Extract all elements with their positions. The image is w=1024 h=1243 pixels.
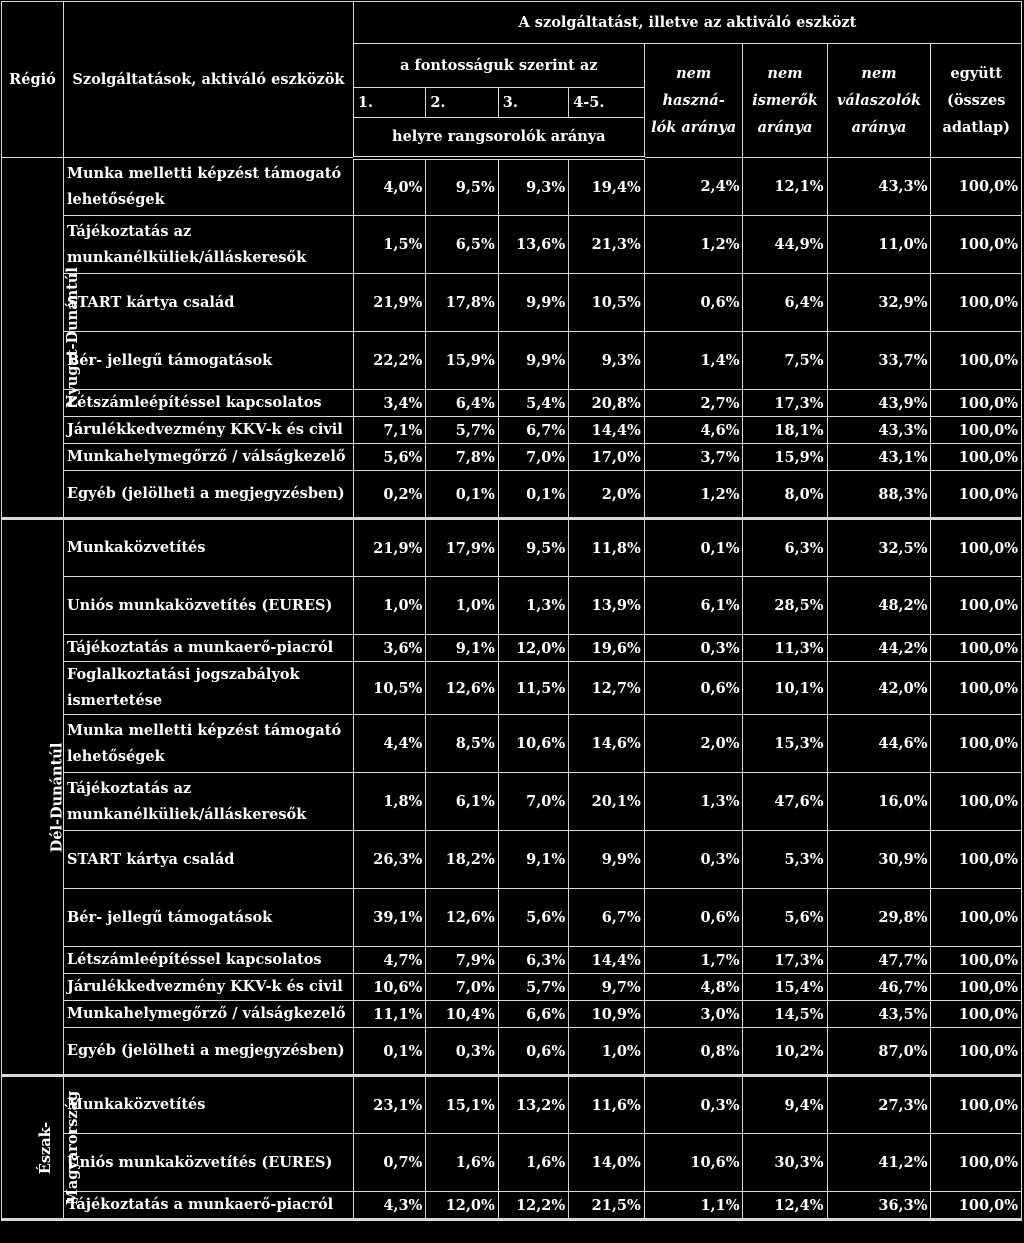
table-row <box>2 1001 1022 1028</box>
service-label <box>63 1134 353 1192</box>
header-nem-ismerok-line3: aránya <box>757 119 813 136</box>
value-cell-rank-2: 17,9% <box>426 519 498 577</box>
table-row <box>2 417 1022 444</box>
value-cell-rank-1: 5,6% <box>353 444 425 471</box>
service-label-line: Egyéb (jelölheti a megjegyzésben) <box>66 1042 345 1059</box>
header-rank-4-5: 4-5. <box>569 88 645 118</box>
value-cell-nem-valaszolok: 30,9% <box>827 831 931 889</box>
value-cell-rank-1: 10,6% <box>353 974 425 1001</box>
value-cell-nem-hasznalok: 0,3% <box>644 1076 743 1134</box>
value-cell-egyutt: 100,0% <box>931 332 1022 390</box>
region-cell <box>2 158 81 519</box>
service-label-line: Foglalkoztatási jogszabályok <box>66 666 300 683</box>
table-row <box>2 715 1022 773</box>
value-cell-nem-ismerok: 18,1% <box>743 417 827 444</box>
value-cell-nem-ismerok: 15,4% <box>743 974 827 1001</box>
service-label-line: Járulékkedvezmény KKV-k és civil <box>66 978 343 995</box>
value-cell-egyutt: 100,0% <box>931 1028 1022 1076</box>
header-nem-ismerok-line1: nem <box>767 65 803 82</box>
service-label <box>63 390 353 417</box>
value-cell-nem-ismerok: 6,4% <box>743 274 827 332</box>
value-cell-nem-ismerok: 8,0% <box>743 471 827 519</box>
value-cell-egyutt: 100,0% <box>931 417 1022 444</box>
value-cell-nem-valaszolok: 47,7% <box>827 947 931 974</box>
service-label <box>63 947 353 974</box>
value-cell-rank-2: 6,1% <box>426 773 498 831</box>
value-cell-rank-4-5: 14,6% <box>569 715 645 773</box>
value-cell-nem-hasznalok: 2,4% <box>644 158 743 216</box>
value-cell-nem-hasznalok: 4,6% <box>644 417 743 444</box>
header-helyre: helyre rangsorolók aránya <box>353 118 644 158</box>
value-cell-nem-ismerok: 12,4% <box>743 1192 827 1220</box>
value-cell-rank-4-5: 1,0% <box>569 1028 645 1076</box>
table-row <box>2 635 1022 662</box>
value-cell-nem-valaszolok: 88,3% <box>827 471 931 519</box>
value-cell-egyutt: 100,0% <box>931 216 1022 274</box>
service-label-line: Létszámleépítéssel kapcsolatos <box>66 394 322 411</box>
service-label <box>63 773 353 831</box>
service-label <box>63 216 353 274</box>
service-label-line: Munkahelymegőrző / válságkezelő <box>66 448 346 465</box>
service-label-line: Tájékoztatás az <box>66 222 192 240</box>
value-cell-nem-valaszolok: 32,5% <box>827 519 931 577</box>
value-cell-rank-4-5: 9,3% <box>569 332 645 390</box>
value-cell-egyutt: 100,0% <box>931 889 1022 947</box>
table-row <box>2 471 1022 519</box>
value-cell-rank-4-5: 2,0% <box>569 471 645 519</box>
value-cell-nem-valaszolok: 43,1% <box>827 444 931 471</box>
value-cell-nem-hasznalok: 1,3% <box>644 773 743 831</box>
value-cell-rank-1: 21,9% <box>353 274 425 332</box>
value-cell-egyutt: 100,0% <box>931 662 1022 715</box>
header-nem-ismerok <box>743 44 827 158</box>
header-egyutt-line3: adatlap) <box>942 119 1010 136</box>
value-cell-nem-hasznalok: 0,1% <box>644 519 743 577</box>
value-cell-rank-2: 9,1% <box>426 635 498 662</box>
value-cell-egyutt: 100,0% <box>931 158 1022 216</box>
header-szolgaltatasok: Szolgáltatások, aktiváló eszközök <box>63 2 353 158</box>
value-cell-rank-3: 5,6% <box>498 889 568 947</box>
value-cell-nem-hasznalok: 0,8% <box>644 1028 743 1076</box>
value-cell-egyutt: 100,0% <box>931 1001 1022 1028</box>
table-row <box>2 216 1022 274</box>
value-cell-rank-3: 6,3% <box>498 947 568 974</box>
value-cell-nem-valaszolok: 33,7% <box>827 332 931 390</box>
value-cell-rank-4-5: 17,0% <box>569 444 645 471</box>
value-cell-nem-ismerok: 10,1% <box>743 662 827 715</box>
service-label-line: Munkahelymegőrző / válságkezelő <box>66 1005 346 1022</box>
service-label-line: Tájékoztatás a munkaerő-piacról <box>66 639 334 656</box>
value-cell-nem-hasznalok: 0,3% <box>644 635 743 662</box>
service-label-line: START kártya család <box>66 850 235 868</box>
service-label-line: Uniós munkaközvetítés (EURES) <box>66 1153 333 1171</box>
value-cell-rank-4-5: 11,6% <box>569 1076 645 1134</box>
value-cell-egyutt: 100,0% <box>931 635 1022 662</box>
service-label-line: Bér- jellegű támogatások <box>66 908 273 926</box>
value-cell-rank-4-5: 9,9% <box>569 831 645 889</box>
value-cell-rank-4-5: 14,0% <box>569 1134 645 1192</box>
value-cell-nem-valaszolok: 44,6% <box>827 715 931 773</box>
service-label-line: Uniós munkaközvetítés (EURES) <box>66 596 333 614</box>
value-cell-rank-2: 5,7% <box>426 417 498 444</box>
table-row <box>2 1076 1022 1134</box>
value-cell-rank-3: 5,7% <box>498 974 568 1001</box>
service-label <box>63 662 353 715</box>
value-cell-rank-3: 0,1% <box>498 471 568 519</box>
value-cell-rank-2: 15,9% <box>426 332 498 390</box>
value-cell-rank-3: 7,0% <box>498 444 568 471</box>
value-cell-rank-1: 0,7% <box>353 1134 425 1192</box>
service-label <box>63 417 353 444</box>
value-cell-egyutt: 100,0% <box>931 773 1022 831</box>
value-cell-rank-3: 9,9% <box>498 332 568 390</box>
service-label <box>63 332 353 390</box>
value-cell-rank-4-5: 21,3% <box>569 216 645 274</box>
header-egyutt-line1: együtt <box>950 65 1003 82</box>
header-rank-1: 1. <box>353 88 425 118</box>
value-cell-egyutt: 100,0% <box>931 1076 1022 1134</box>
header-fontossag: a fontosságuk szerint az <box>353 44 644 88</box>
value-cell-nem-hasznalok: 1,4% <box>644 332 743 390</box>
value-cell-rank-3: 13,6% <box>498 216 568 274</box>
value-cell-egyutt: 100,0% <box>931 831 1022 889</box>
value-cell-rank-2: 0,3% <box>426 1028 498 1076</box>
header-egyutt-line2: (összes <box>946 92 1006 109</box>
value-cell-egyutt: 100,0% <box>931 1134 1022 1192</box>
header-nem-valaszolok-line1: nem <box>861 65 897 82</box>
value-cell-nem-ismerok: 5,6% <box>743 889 827 947</box>
value-cell-nem-valaszolok: 32,9% <box>827 274 931 332</box>
value-cell-nem-ismerok: 17,3% <box>743 947 827 974</box>
header-nem-ismerok-line2: ismerők <box>752 92 818 109</box>
value-cell-nem-valaszolok: 42,0% <box>827 662 931 715</box>
table-body <box>2 158 1022 1220</box>
header-rank-3: 3. <box>498 88 568 118</box>
table-row <box>2 1028 1022 1076</box>
table-row <box>2 390 1022 417</box>
value-cell-rank-3: 11,5% <box>498 662 568 715</box>
value-cell-rank-1: 7,1% <box>353 417 425 444</box>
service-label <box>63 1028 353 1076</box>
value-cell-egyutt: 100,0% <box>931 577 1022 635</box>
value-cell-rank-1: 0,2% <box>353 471 425 519</box>
value-cell-rank-4-5: 21,5% <box>569 1192 645 1220</box>
value-cell-rank-2: 18,2% <box>426 831 498 889</box>
service-label-line: Bér- jellegű támogatások <box>66 351 273 369</box>
value-cell-rank-3: 6,6% <box>498 1001 568 1028</box>
value-cell-nem-valaszolok: 48,2% <box>827 577 931 635</box>
service-label <box>63 831 353 889</box>
value-cell-nem-hasznalok: 1,2% <box>644 216 743 274</box>
region-name <box>32 1090 86 1204</box>
value-cell-egyutt: 100,0% <box>931 471 1022 519</box>
value-cell-rank-2: 1,0% <box>426 577 498 635</box>
service-label-line: Munkaközvetítés <box>66 539 206 556</box>
service-label-line: ismertetése <box>66 692 163 709</box>
header-nem-valaszolok-line2: válaszolók <box>836 92 921 109</box>
service-label-line: Járulékkedvezmény KKV-k és civil <box>66 421 343 438</box>
value-cell-rank-1: 3,4% <box>353 390 425 417</box>
value-cell-nem-valaszolok: 43,5% <box>827 1001 931 1028</box>
service-label-line: munkanélküliek/álláskeresők <box>66 248 307 266</box>
value-cell-nem-hasznalok: 1,7% <box>644 947 743 974</box>
value-cell-egyutt: 100,0% <box>931 390 1022 417</box>
value-cell-rank-4-5: 12,7% <box>569 662 645 715</box>
value-cell-rank-3: 7,0% <box>498 773 568 831</box>
value-cell-rank-2: 12,6% <box>426 889 498 947</box>
value-cell-rank-3: 6,7% <box>498 417 568 444</box>
service-label <box>63 577 353 635</box>
value-cell-nem-ismerok: 11,3% <box>743 635 827 662</box>
value-cell-rank-1: 4,3% <box>353 1192 425 1220</box>
service-label <box>63 274 353 332</box>
value-cell-nem-hasznalok: 0,6% <box>644 274 743 332</box>
table-row <box>2 889 1022 947</box>
value-cell-nem-valaszolok: 27,3% <box>827 1076 931 1134</box>
value-cell-rank-4-5: 14,4% <box>569 417 645 444</box>
value-cell-nem-ismerok: 12,1% <box>743 158 827 216</box>
value-cell-nem-hasznalok: 1,2% <box>644 471 743 519</box>
value-cell-nem-valaszolok: 43,3% <box>827 417 931 444</box>
table-row <box>2 332 1022 390</box>
value-cell-rank-3: 5,4% <box>498 390 568 417</box>
value-cell-rank-3: 9,1% <box>498 831 568 889</box>
table-row <box>2 577 1022 635</box>
value-cell-rank-2: 15,1% <box>426 1076 498 1134</box>
value-cell-rank-1: 21,9% <box>353 519 425 577</box>
value-cell-rank-4-5: 14,4% <box>569 947 645 974</box>
value-cell-egyutt: 100,0% <box>931 274 1022 332</box>
value-cell-nem-valaszolok: 41,2% <box>827 1134 931 1192</box>
value-cell-rank-1: 10,5% <box>353 662 425 715</box>
table-row <box>2 773 1022 831</box>
table-row <box>2 274 1022 332</box>
value-cell-nem-valaszolok: 11,0% <box>827 216 931 274</box>
service-label <box>63 471 353 519</box>
value-cell-egyutt: 100,0% <box>931 947 1022 974</box>
value-cell-rank-4-5: 13,9% <box>569 577 645 635</box>
value-cell-rank-1: 1,8% <box>353 773 425 831</box>
region-name-line: Nyugat-Dunántúl <box>63 267 81 408</box>
table-row <box>2 158 1022 216</box>
value-cell-rank-4-5: 6,7% <box>569 889 645 947</box>
value-cell-rank-4-5: 10,5% <box>569 274 645 332</box>
value-cell-rank-2: 0,1% <box>426 471 498 519</box>
service-label-line: Tájékoztatás a munkaerő-piacról <box>66 1196 334 1213</box>
value-cell-rank-1: 1,0% <box>353 577 425 635</box>
value-cell-nem-ismerok: 10,2% <box>743 1028 827 1076</box>
value-cell-rank-3: 9,3% <box>498 158 568 216</box>
value-cell-nem-ismerok: 14,5% <box>743 1001 827 1028</box>
value-cell-rank-2: 8,5% <box>426 715 498 773</box>
value-cell-nem-hasznalok: 0,6% <box>644 662 743 715</box>
service-label <box>63 1192 353 1220</box>
value-cell-rank-4-5: 9,7% <box>569 974 645 1001</box>
value-cell-rank-3: 1,3% <box>498 577 568 635</box>
value-cell-rank-3: 9,5% <box>498 519 568 577</box>
table-row <box>2 1134 1022 1192</box>
value-cell-rank-2: 7,0% <box>426 974 498 1001</box>
header-super: A szolgáltatást, illetve az aktiváló eszközt <box>353 2 1021 44</box>
value-cell-nem-hasznalok: 6,1% <box>644 577 743 635</box>
value-cell-nem-ismerok: 6,3% <box>743 519 827 577</box>
value-cell-rank-2: 7,9% <box>426 947 498 974</box>
table-header <box>2 2 1022 158</box>
header-egyutt <box>931 44 1022 158</box>
header-nem-hasznalok <box>644 44 743 158</box>
value-cell-rank-2: 12,0% <box>426 1192 498 1220</box>
value-cell-rank-2: 12,6% <box>426 662 498 715</box>
value-cell-egyutt: 100,0% <box>931 974 1022 1001</box>
value-cell-nem-valaszolok: 29,8% <box>827 889 931 947</box>
service-label <box>63 444 353 471</box>
services-table <box>1 1 1022 1221</box>
value-cell-rank-1: 11,1% <box>353 1001 425 1028</box>
value-cell-rank-3: 10,6% <box>498 715 568 773</box>
service-label-line: Egyéb (jelölheti a megjegyzésben) <box>66 485 345 502</box>
table-row <box>2 444 1022 471</box>
value-cell-nem-hasznalok: 0,3% <box>644 831 743 889</box>
value-cell-rank-1: 1,5% <box>353 216 425 274</box>
value-cell-rank-4-5: 11,8% <box>569 519 645 577</box>
table-row <box>2 974 1022 1001</box>
value-cell-nem-hasznalok: 3,7% <box>644 444 743 471</box>
value-cell-nem-valaszolok: 43,9% <box>827 390 931 417</box>
value-cell-rank-3: 0,6% <box>498 1028 568 1076</box>
header-nem-hasznalok-line1: nem <box>676 65 712 82</box>
value-cell-nem-hasznalok: 4,8% <box>644 974 743 1001</box>
header-rank-2: 2. <box>426 88 498 118</box>
value-cell-rank-4-5: 20,1% <box>569 773 645 831</box>
table-row <box>2 1192 1022 1220</box>
service-label-line: Tájékoztatás az <box>66 779 192 797</box>
value-cell-nem-valaszolok: 43,3% <box>827 158 931 216</box>
header-nem-valaszolok <box>827 44 931 158</box>
value-cell-rank-3: 1,6% <box>498 1134 568 1192</box>
value-cell-rank-1: 4,7% <box>353 947 425 974</box>
value-cell-nem-hasznalok: 2,7% <box>644 390 743 417</box>
service-label <box>63 1001 353 1028</box>
value-cell-rank-2: 1,6% <box>426 1134 498 1192</box>
value-cell-nem-hasznalok: 10,6% <box>644 1134 743 1192</box>
value-cell-rank-1: 4,4% <box>353 715 425 773</box>
service-label <box>63 1076 353 1134</box>
value-cell-rank-3: 12,2% <box>498 1192 568 1220</box>
value-cell-nem-ismerok: 47,6% <box>743 773 827 831</box>
table-row <box>2 831 1022 889</box>
value-cell-rank-2: 6,4% <box>426 390 498 417</box>
value-cell-nem-ismerok: 17,3% <box>743 390 827 417</box>
region-cell <box>2 519 64 1076</box>
value-cell-rank-4-5: 19,4% <box>569 158 645 216</box>
table-row <box>2 662 1022 715</box>
value-cell-nem-ismerok: 7,5% <box>743 332 827 390</box>
value-cell-nem-valaszolok: 46,7% <box>827 974 931 1001</box>
value-cell-rank-2: 17,8% <box>426 274 498 332</box>
value-cell-nem-ismerok: 15,3% <box>743 715 827 773</box>
region-name-line: Magyarország <box>64 1090 82 1205</box>
value-cell-nem-valaszolok: 87,0% <box>827 1028 931 1076</box>
value-cell-nem-ismerok: 5,3% <box>743 831 827 889</box>
value-cell-nem-ismerok: 30,3% <box>743 1134 827 1192</box>
service-label <box>63 158 353 216</box>
value-cell-rank-1: 39,1% <box>353 889 425 947</box>
service-label-line: Munkaközvetítés <box>66 1096 206 1113</box>
header-nem-hasznalok-line3: lók aránya <box>651 119 737 136</box>
value-cell-nem-ismerok: 15,9% <box>743 444 827 471</box>
value-cell-rank-2: 7,8% <box>426 444 498 471</box>
service-label <box>63 635 353 662</box>
service-label-line: Létszámleépítéssel kapcsolatos <box>66 951 322 968</box>
region-cell <box>2 1076 82 1220</box>
table-row <box>2 947 1022 974</box>
header-nem-valaszolok-line3: aránya <box>851 119 907 136</box>
value-cell-nem-valaszolok: 36,3% <box>827 1192 931 1220</box>
service-label <box>63 519 353 577</box>
header-nem-hasznalok-line2: haszná- <box>662 92 725 109</box>
value-cell-rank-1: 4,0% <box>353 158 425 216</box>
value-cell-rank-2: 10,4% <box>426 1001 498 1028</box>
value-cell-rank-1: 3,6% <box>353 635 425 662</box>
value-cell-rank-2: 9,5% <box>426 158 498 216</box>
value-cell-nem-ismerok: 9,4% <box>743 1076 827 1134</box>
value-cell-rank-1: 23,1% <box>353 1076 425 1134</box>
value-cell-egyutt: 100,0% <box>931 715 1022 773</box>
service-label-line: lehetőségek <box>66 190 165 208</box>
value-cell-rank-1: 0,1% <box>353 1028 425 1076</box>
service-label-line: lehetőségek <box>66 747 165 765</box>
service-label-line: START kártya család <box>66 293 235 311</box>
value-cell-nem-valaszolok: 16,0% <box>827 773 931 831</box>
region-name-line: Dél-Dunántúl <box>48 742 66 852</box>
value-cell-rank-3: 13,2% <box>498 1076 568 1134</box>
value-cell-nem-hasznalok: 1,1% <box>644 1192 743 1220</box>
value-cell-rank-4-5: 20,8% <box>569 390 645 417</box>
value-cell-egyutt: 100,0% <box>931 519 1022 577</box>
value-cell-rank-3: 12,0% <box>498 635 568 662</box>
service-label <box>63 715 353 773</box>
service-label-line: Munka melletti képzést támogató <box>66 164 342 182</box>
region-name <box>59 267 86 408</box>
value-cell-rank-1: 26,3% <box>353 831 425 889</box>
value-cell-rank-4-5: 19,6% <box>569 635 645 662</box>
service-label-line: Munka melletti képzést támogató <box>66 721 342 739</box>
service-label-line: munkanélküliek/álláskeresők <box>66 805 307 823</box>
value-cell-nem-ismerok: 28,5% <box>743 577 827 635</box>
value-cell-egyutt: 100,0% <box>931 1192 1022 1220</box>
value-cell-egyutt: 100,0% <box>931 444 1022 471</box>
value-cell-rank-3: 9,9% <box>498 274 568 332</box>
header-regio: Régió <box>2 2 64 158</box>
service-label <box>63 974 353 1001</box>
value-cell-rank-4-5: 10,9% <box>569 1001 645 1028</box>
region-name <box>43 742 70 852</box>
value-cell-nem-hasznalok: 2,0% <box>644 715 743 773</box>
value-cell-nem-valaszolok: 44,2% <box>827 635 931 662</box>
table-row <box>2 519 1022 577</box>
value-cell-nem-hasznalok: 3,0% <box>644 1001 743 1028</box>
value-cell-nem-hasznalok: 0,6% <box>644 889 743 947</box>
region-name-line: Észak- <box>37 1121 55 1174</box>
value-cell-rank-1: 22,2% <box>353 332 425 390</box>
value-cell-rank-2: 6,5% <box>426 216 498 274</box>
service-label <box>63 889 353 947</box>
value-cell-nem-ismerok: 44,9% <box>743 216 827 274</box>
